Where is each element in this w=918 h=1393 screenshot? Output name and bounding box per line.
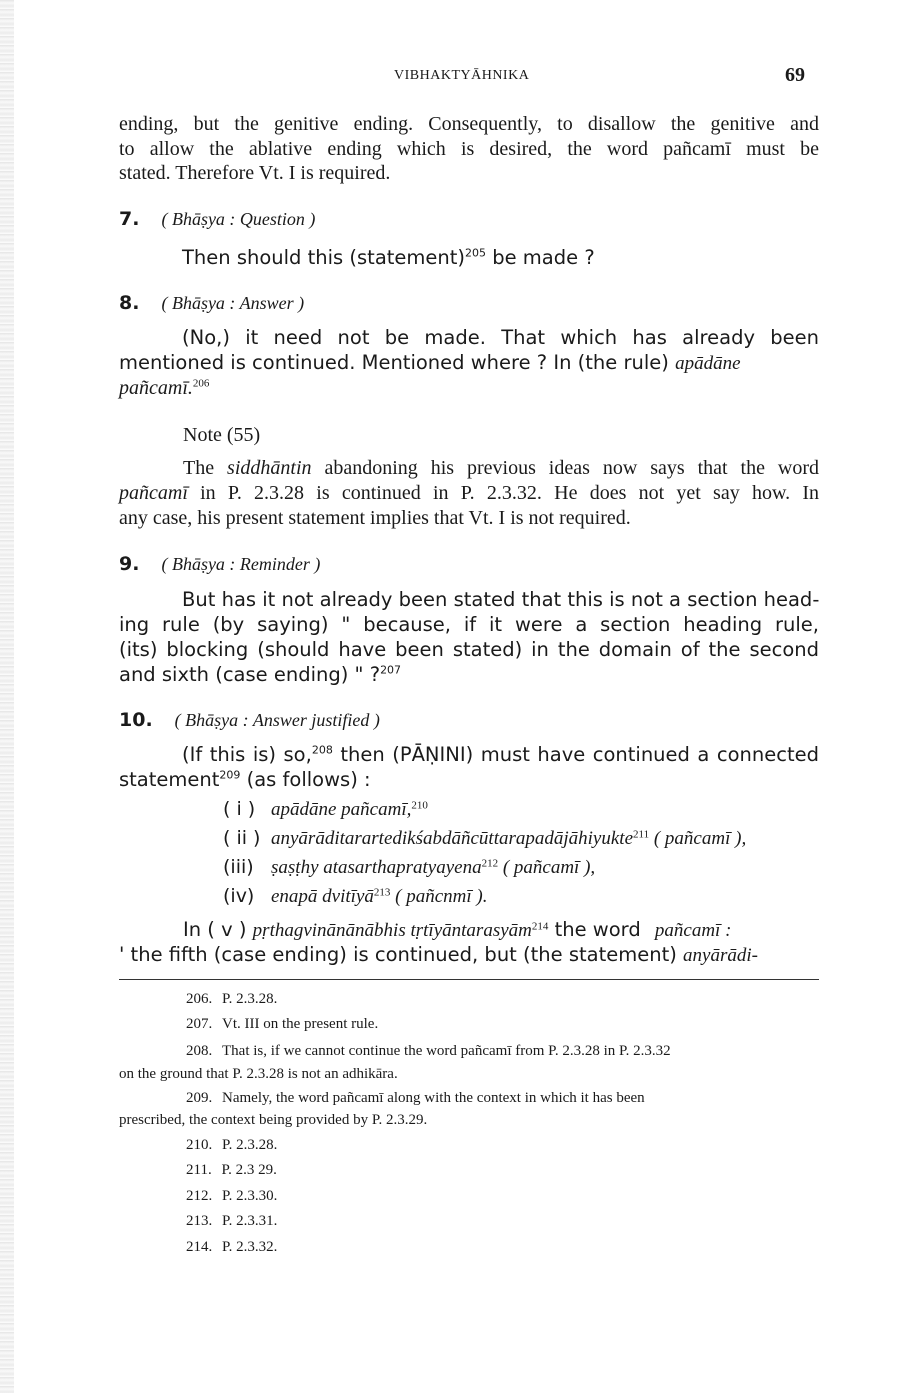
section-7-text: Then should this (statement)$^{205}$ be made ? [182, 246, 595, 269]
section-8-line-3: pañcamī.$^{206}$ [119, 377, 210, 399]
list-item: ( i ) apādāne pañcamī,$^{210}$ [223, 798, 428, 820]
page-number: 69 [785, 64, 805, 86]
section-number: 7. [119, 208, 140, 230]
section-10-line-2: statement$^{209}$ (as follows) : [119, 768, 371, 791]
section-label: ( Bhāṣya : Answer justified ) [174, 710, 380, 730]
footnote: 211. P. 2.3 29. [186, 1162, 277, 1178]
list-item: (iii) ṣaṣṭhy atasarthapratyayena$^{212}$ ( pañcamī ), [223, 856, 596, 878]
section-9-heading [119, 553, 320, 575]
section-10-final-line-2: ' the fifth (case ending) is continued, but (the statement) anyārādi- [119, 943, 758, 966]
section-10-line-1: (If this is) so,$^{208}$ then (PĀṆINI) must have continued a connected [182, 743, 819, 766]
intro-line-2: to allow the ablative ending which is desired, the word pañcamī must be [119, 138, 819, 160]
footnote: 213. P. 2.3.31. [186, 1213, 278, 1229]
section-9-line-3: (its) blocking (should have been stated) in the domain of the second [119, 638, 819, 661]
footnote: 214. P. 2.3.32. [186, 1239, 278, 1255]
section-number: 9. [119, 553, 140, 575]
footnote: 210. P. 2.3.28. [186, 1137, 278, 1153]
section-label: ( Bhāṣya : Question ) [161, 209, 316, 229]
intro-line-1: ending, but the genitive ending. Consequently, to disallow the genitive and [119, 113, 819, 135]
note-line-3: any case, his present statement implies that Vt. I is not required. [119, 507, 631, 529]
intro-line-3: stated. Therefore Vt. I is required. [119, 162, 391, 184]
section-9-line-4: and sixth (case ending) " ?$^{207}$ [119, 663, 402, 686]
footnote-continuation: prescribed, the context being provided by P. 2.3.29. [119, 1112, 428, 1128]
section-8-line-2: mentioned is continued. Mentioned where ? In (the rule) apādāne [119, 351, 741, 374]
footnote: 212. P. 2.3.30. [186, 1188, 278, 1204]
section-9-line-1: But has it not already been stated that this is not a section head- [182, 588, 820, 611]
footnote: 207. Vt. III on the present rule. [186, 1016, 379, 1032]
footnote: 209. Namely, the word pañcamī along with the context in which it has been [186, 1090, 645, 1106]
section-8-line-1: (No,) it need not be made. That which has already been [182, 326, 819, 349]
section-label: ( Bhāṣya : Reminder ) [161, 554, 321, 574]
footnote: 208. That is, if we cannot continue the word pañcamī from P. 2.3.28 in P. 2.3.32 [186, 1043, 671, 1059]
running-head: VIBHAKTYĀHNIKA [394, 68, 530, 83]
section-7-heading [119, 208, 315, 230]
section-10-final-line-1: In ( v ) pṛthagvinānānābhis tṛtīyāntarasyām$^{214}$ the word pañcamī : [183, 918, 732, 941]
footnote: 206. P. 2.3.28. [186, 991, 278, 1007]
section-9-line-2: ing rule (by saying) " because, if it were a section heading rule, [119, 613, 819, 636]
section-number: 8. [119, 292, 140, 314]
list-item: (iv) enapā dvitīyā$^{213}$ ( pañcnmī ). [223, 885, 488, 907]
list-item: ( ii ) anyārāditarartedikśabdāñcūttarapadājāhiyukte$^{211}$ ( pañcamī ), [223, 827, 747, 849]
note-title: Note (55) [183, 424, 261, 446]
section-label: ( Bhāṣya : Answer ) [161, 293, 305, 313]
section-number: 10. [119, 709, 153, 731]
note-line-1: The siddhāntin abandoning his previous ideas now says that the word [183, 457, 820, 479]
footnote-continuation: on the ground that P. 2.3.28 is not an adhikāra. [119, 1066, 398, 1082]
scan-edge-shadow [0, 0, 14, 1393]
section-10-heading [119, 709, 380, 731]
footnote-divider [119, 979, 819, 980]
section-8-heading [119, 292, 304, 314]
note-line-2: pañcamī in P. 2.3.28 is continued in P. 2.3.32. He does not yet say how. In [119, 482, 819, 504]
